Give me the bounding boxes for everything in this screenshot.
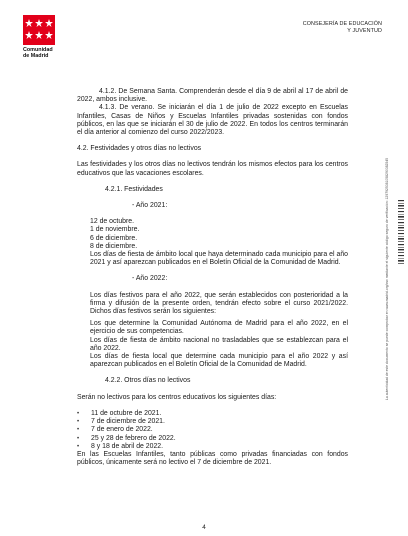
page-number: 4: [202, 524, 206, 531]
non-school-days-list: [77, 410, 348, 451]
list-item: • 7 de enero de 2022.: [77, 426, 348, 434]
logo-line-2: de Madrid: [23, 53, 49, 59]
holiday-2022-regional: Los que determine la Comunidad Autónoma de Madrid para el año 2022, en el ejercicio de sus competencias.: [90, 320, 348, 336]
paragraph-4-1-3: 4.1.3. De verano. Se iniciarán el día 1 de julio de 2022 excepto en Escuelas Infantiles, Casas de Niños y Escuelas Infantiles privadas sostenidas con fondos públicos, en las que se iniciarán el 30 de julio de 2022. En todos los centros terminarán el día anterior al comienzo del curso 2022/2023.: [77, 104, 348, 137]
list-item: • 7 de diciembre de 2021.: [77, 418, 348, 426]
paragraph-4-2-2: Serán no lectivos para los centros educativos los siguientes días:: [77, 393, 277, 401]
holidays-2021-list: [77, 218, 348, 267]
paragraph-2022: Los días festivos para el año 2022, que serán establecidos con posterioridad a la firma y difusión de la presente orden, tendrán efecto sobre el curso 2021/2022. Dichos días festivos serán los siguientes:: [90, 291, 348, 316]
subsection-heading-4-2-1: 4.2.1. Festividades: [105, 185, 163, 193]
verification-text: La autenticidad de este documento se puede comprobar en www.madrid.org/csv mediante el siguiente código seguro de verificación: 1297925081058290082545: [385, 157, 389, 400]
holidays-2022-block: [77, 292, 348, 370]
section-heading-4-2: 4.2. Festividades y otros días no lectivos: [77, 145, 202, 153]
paragraph-4-2: Las festividades y los otros días no lectivos tendrán los mismos efectos para los centros educativos que las vacaciones escolares.: [77, 161, 348, 177]
document-body: [77, 88, 348, 467]
holiday-2021-item: 6 de diciembre.: [90, 234, 138, 242]
closing-paragraph: En las Escuelas Infantiles, tanto públicas como privadas financiadas con fondos públicos, únicamente será no lectivo el 7 de diciembre de 2021.: [77, 450, 348, 467]
list-item: • 25 y 28 de febrero de 2022.: [77, 435, 348, 443]
barcode-icon: [398, 200, 404, 264]
holiday-2021-item: 8 de diciembre.: [90, 242, 138, 250]
year-2021-heading: - Año 2021:: [132, 202, 168, 210]
holiday-2022-national: Los días de fiesta de ámbito nacional no trasladables que se establezcan para el año 2022.: [90, 336, 348, 352]
department-line-2: Y JUVENTUD: [347, 27, 382, 34]
logo-line-1: Comunidad: [23, 47, 53, 53]
list-item: • 8 y 18 de abril de 2022.: [77, 443, 348, 451]
list-item: • 11 de octubre de 2021.: [77, 410, 348, 418]
department-line-1: CONSEJERÍA DE EDUCACIÓN: [302, 21, 382, 27]
logo-text: [23, 47, 73, 59]
local-holidays-2021: Los días de fiesta de ámbito local que haya determinado cada municipio para el año 2021 y así aparezcan publicados en el Boletín Oficial de la Comunidad de Madrid.: [90, 251, 348, 267]
stars-icon: [23, 15, 55, 45]
holiday-2021-item: 12 de octubre.: [90, 218, 135, 226]
subsection-heading-4-2-2: 4.2.2. Otros días no lectivos: [105, 377, 191, 385]
verification-sidebar: [384, 150, 408, 400]
paragraph-4-1-2: 4.1.2. De Semana Santa. Comprenderán desde el día 9 de abril al 17 de abril de 2022, ambos inclusive.: [77, 88, 348, 104]
holiday-2021-item: 1 de noviembre.: [90, 226, 140, 234]
madrid-flag-icon: [23, 15, 55, 45]
year-2022-heading: - Año 2022:: [132, 275, 168, 283]
comunidad-madrid-logo: [23, 15, 73, 59]
department-name: [303, 21, 382, 34]
holiday-2022-local: Los días de fiesta local que determine cada municipio para el año 2022 y así aparezcan publicados en el Boletín Oficial de la Comunidad de Madrid.: [90, 353, 348, 369]
